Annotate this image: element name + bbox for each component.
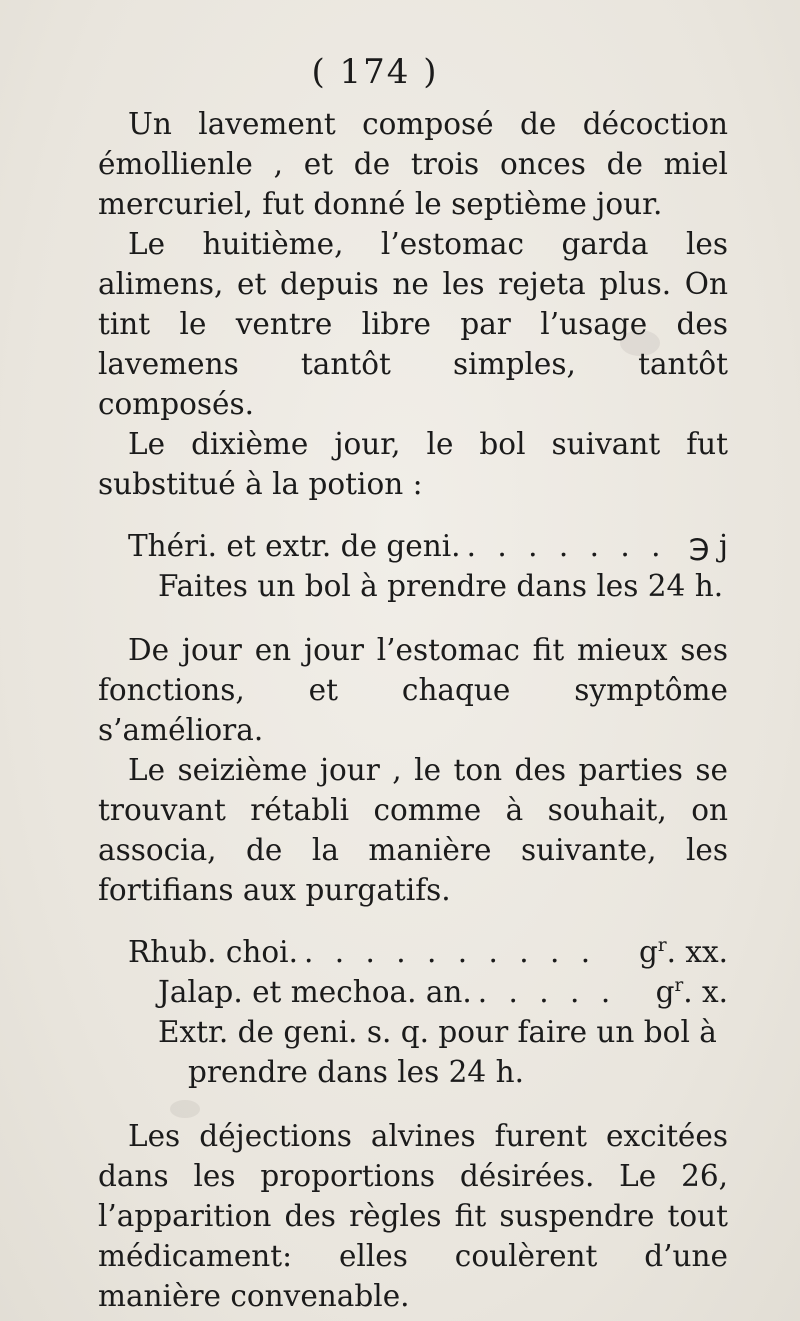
recipe-ingredient-line <box>98 526 728 566</box>
recipe-instruction-continued: prendre dans les 24 h. <box>188 1055 524 1089</box>
recipe-instruction: Faites un bol à prendre dans les 24 h. <box>158 569 724 603</box>
recipe-purgatif <box>98 932 728 1092</box>
page-number: ( 174 ) <box>311 52 439 92</box>
ingredient-quantity: $g^r$. x. <box>655 975 728 1009</box>
page-text <box>98 104 728 1316</box>
paragraph-dejections: Les déjections alvines furent excitées dans les proportions désirées. Le 26, l’apparition des règles fit suspendre tout médicament: elles coulèrent d’une manière convenable. <box>98 1119 728 1313</box>
leader-dots: . . . . . <box>477 975 617 1009</box>
paragraph-seizieme: Le seizième jour , le ton des parties se trouvant rétabli comme à souhait, on associa, de la manière suivante, les fortifians aux purgatifs. <box>98 753 728 907</box>
ingredient-quantity: $g^r$. xx. <box>638 935 728 969</box>
leader-dots: . . . . . . . . . . <box>303 935 597 969</box>
recipe-ingredient-line <box>98 972 728 1012</box>
recipe-bol-theriaque <box>98 526 728 606</box>
ingredient-name: Rhub. choi. <box>128 935 298 969</box>
recipe-ingredient-line <box>98 932 728 972</box>
paragraph-huitieme: Le huitième, l’estomac garda les alimens, et depuis ne les rejeta plus. On tint le ventre libre par l’usage des lavemens tantôt simples, tantôt composés. <box>98 227 728 421</box>
ingredient-name: Théri. et extr. de geni. <box>128 529 461 563</box>
ingredient-name: Jalap. et mechoa. an. <box>158 975 472 1009</box>
paragraph-de-jour-en-jour: De jour en jour l’estomac fit mieux ses fonctions, et chaque symptôme s’améliora. <box>98 633 728 747</box>
paragraph-dixieme: Le dixième jour, le bol suivant fut substitué à la potion : <box>98 427 728 501</box>
ingredient-quantity: ℈ j <box>688 529 728 563</box>
recipe-instruction: Extr. de geni. s. q. pour faire un bol à <box>158 1015 717 1049</box>
paragraph-lavement: Un lavement composé de décoction émollienle , et de trois onces de miel mercuriel, fut donné le septième jour. <box>98 107 728 221</box>
leader-dots: . . . . . . . <box>466 529 667 563</box>
